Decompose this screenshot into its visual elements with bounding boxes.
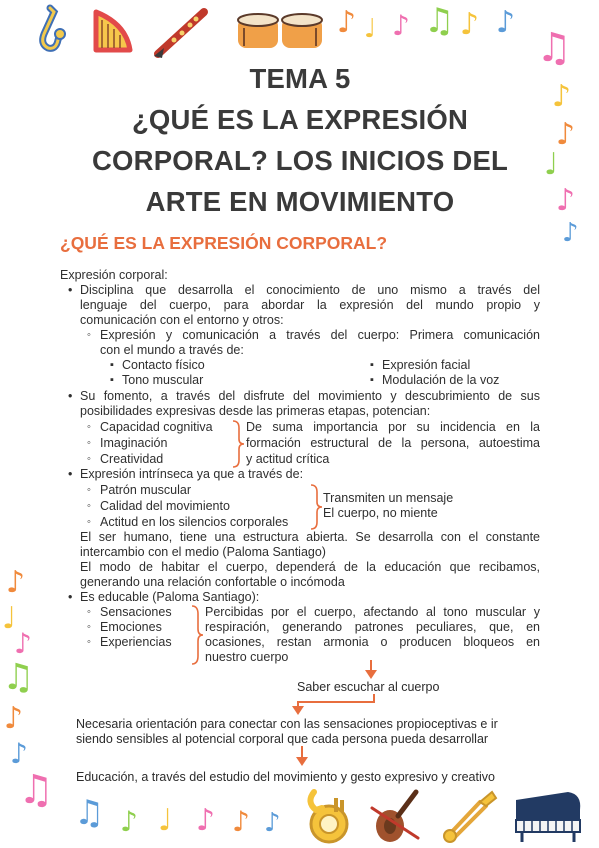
music-note-icon: ♫ bbox=[18, 767, 54, 813]
arrow-down-icon bbox=[295, 746, 309, 768]
brace-text: nuestro cuerpo bbox=[205, 650, 289, 664]
grand-piano-icon bbox=[508, 784, 586, 844]
list-item: ▪ Contacto físico bbox=[122, 358, 205, 373]
flow-step-text: siendo sensibles al potencial corporal que cada persona pueda desarrollar bbox=[76, 732, 489, 746]
sub-bullet-text: ◦ Patrón muscular bbox=[100, 483, 191, 498]
sub-bullet-text: ◦ Imaginación bbox=[100, 436, 167, 451]
brace-icon bbox=[231, 420, 245, 468]
arrow-down-icon bbox=[364, 660, 378, 680]
sub-bullet-text: ◦ Emociones bbox=[100, 620, 162, 635]
brace-text: Percibidas por el cuerpo, afectando al tono muscular y bbox=[205, 605, 540, 619]
music-note-icon: ♩ bbox=[2, 601, 17, 636]
bullet-text: lenguaje del cuerpo, para abordar la expresión del mundo propio y bbox=[80, 298, 540, 312]
music-note-icon: ♪ bbox=[392, 9, 410, 42]
brace-text: respiración, generando patrones peculiares, que, en bbox=[205, 620, 540, 634]
music-note-icon: ♫ bbox=[424, 1, 455, 41]
music-note-icon: ♪ bbox=[14, 627, 32, 660]
bullet-text: • Es educable (Paloma Santiago): bbox=[80, 590, 259, 605]
trombone-icon bbox=[440, 786, 500, 844]
sub-bullet-text: ◦ Calidad del movimiento bbox=[100, 499, 230, 514]
music-note-icon: ♫ bbox=[74, 793, 105, 833]
music-note-icon: ♩ bbox=[158, 803, 173, 838]
brace-text: y actitud crítica bbox=[246, 452, 330, 466]
saxophone-icon bbox=[20, 4, 72, 56]
brace-text: Transmiten un mensaje bbox=[323, 491, 454, 505]
brace-text: El cuerpo, no miente bbox=[323, 506, 438, 520]
intro-label: Expresión corporal: bbox=[60, 268, 168, 282]
sub-bullet-text: ◦ Capacidad cognitiva bbox=[100, 420, 213, 435]
music-note-icon: ♪ bbox=[120, 805, 138, 838]
music-note-icon: ♪ bbox=[232, 805, 250, 838]
music-note-icon: ♪ bbox=[6, 565, 26, 600]
music-note-icon: ♪ bbox=[552, 79, 572, 114]
list-item: ▪ Expresión facial bbox=[382, 358, 470, 373]
sub-bullet-text: ◦ Creatividad bbox=[100, 452, 163, 467]
sub-bullet-text: ◦ Actitud en los silencios corporales bbox=[100, 515, 288, 530]
sub-bullet-text: ◦ Sensaciones bbox=[100, 605, 172, 620]
music-note-icon: ♪ bbox=[10, 737, 28, 770]
title-line: ARTE EN MOVIMIENTO bbox=[145, 186, 455, 217]
bongo-drums-icon bbox=[234, 8, 326, 52]
title-line: TEMA 5 bbox=[249, 63, 351, 94]
music-note-icon: ♪ bbox=[496, 5, 516, 40]
music-note-icon: ♪ bbox=[196, 803, 216, 838]
music-note-icon: ♪ bbox=[4, 701, 24, 736]
brace-icon bbox=[190, 605, 204, 665]
brace-text: ocasiones, restan armonia o producen bloqueos en bbox=[205, 635, 540, 649]
list-item: ▪ Modulación de la voz bbox=[382, 373, 499, 388]
paragraph-text: generando una relación confortable o incómoda bbox=[80, 575, 345, 589]
flow-step-text: Necesaria orientación para conectar con las sensaciones propioceptivas e ir bbox=[76, 717, 498, 731]
flow-step-text: Saber escuchar al cuerpo bbox=[297, 680, 440, 694]
bullet-text: • Disciplina que desarrolla el conocimiento de uno mismo a través del bbox=[80, 283, 540, 298]
brace-text: De suma importancia por su incidencia en la bbox=[246, 420, 540, 434]
brace-text: formación estructural de la persona, autoestima bbox=[246, 436, 540, 450]
harp-icon bbox=[86, 4, 138, 56]
music-note-icon: ♪ bbox=[556, 117, 576, 152]
bullet-text: • Expresión intrínseca ya que a través de: bbox=[80, 467, 303, 482]
elbow-arrow-icon bbox=[292, 694, 382, 716]
music-note-icon: ♩ bbox=[364, 14, 377, 44]
music-note-icon: ♪ bbox=[264, 808, 281, 838]
bullet-text: posibilidades expresivas desde las primeras etapas, potencian: bbox=[80, 404, 431, 418]
clarinet-icon bbox=[150, 4, 212, 60]
sub-bullet-text: ◦ Expresión y comunicación a través del cuerpo: Primera comunicación bbox=[100, 328, 540, 343]
music-note-icon: ♪ bbox=[562, 218, 579, 248]
music-note-icon: ♫ bbox=[2, 657, 35, 698]
sub-bullet-text: con el mundo a través de: bbox=[100, 343, 244, 357]
title-line: CORPORAL? LOS INICIOS DEL bbox=[92, 145, 508, 176]
page-title bbox=[40, 58, 560, 222]
music-note-icon: ♫ bbox=[536, 25, 572, 71]
music-note-icon: ♪ bbox=[460, 7, 480, 42]
paragraph-text: El ser humano, tiene una estructura abierta. Se desarrolla con el constante bbox=[80, 530, 540, 544]
music-note-icon: ♩ bbox=[544, 147, 559, 182]
music-note-icon: ♪ bbox=[556, 183, 576, 218]
violin-icon bbox=[368, 786, 422, 846]
title-line: ¿QUÉ ES LA EXPRESIÓN bbox=[131, 104, 469, 135]
sub-bullet-text: ◦ Experiencias bbox=[100, 635, 172, 650]
list-item: ▪ Tono muscular bbox=[122, 373, 203, 388]
tuba-icon bbox=[302, 788, 356, 846]
flow-step-text: Educación, a través del estudio del movimiento y gesto expresivo y creativo bbox=[76, 770, 495, 784]
section-heading: ¿QUÉ ES LA EXPRESIÓN CORPORAL? bbox=[60, 233, 388, 253]
paragraph-text: intercambio con el medio (Paloma Santiago) bbox=[80, 545, 326, 559]
music-note-icon: ♪ bbox=[337, 5, 357, 40]
bullet-text: • Su fomento, a través del disfrute del movimiento y descubrimiento de sus bbox=[80, 389, 540, 404]
paragraph-text: El modo de habitar el cuerpo, dependerá de la educación que recibamos, bbox=[80, 560, 540, 574]
brace-icon bbox=[309, 484, 323, 530]
bullet-text: comunicación con el entorno y otros: bbox=[80, 313, 284, 327]
